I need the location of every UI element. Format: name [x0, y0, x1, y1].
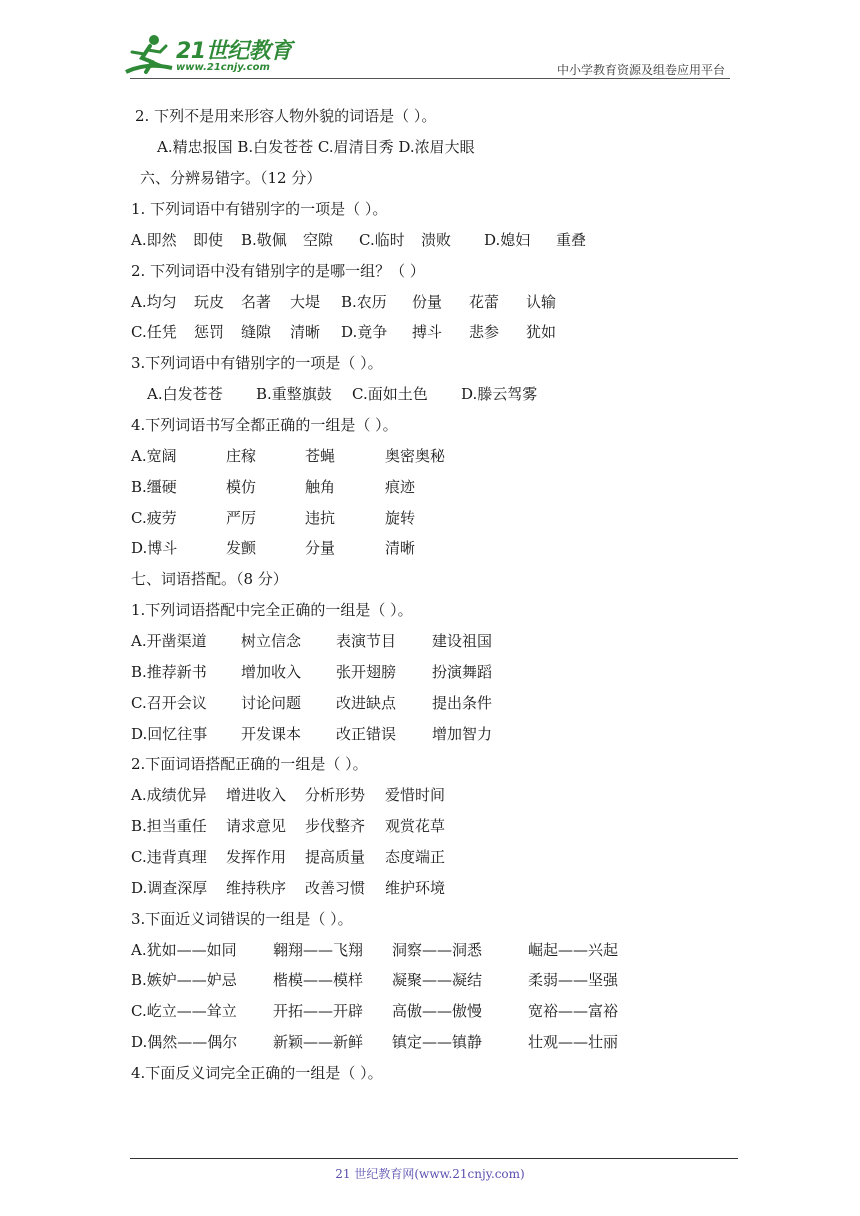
option-cell: 提高质量 — [305, 848, 366, 866]
option-cell: 崛起——兴起 — [528, 941, 619, 959]
text-line-q6-2: 2. 下列词语中没有错别字的是哪一组？（ ） — [131, 262, 425, 280]
option-cell: 犹如 — [526, 323, 557, 341]
option-cell: 玩皮 — [194, 293, 225, 311]
option-cell: 奥密奥秘 — [385, 447, 446, 465]
option-cell: 增加智力 — [432, 725, 493, 743]
option-cell: 壮观——壮丽 — [528, 1033, 619, 1051]
option-cell: A.成绩优异 — [131, 786, 207, 804]
logo-title: 21世纪教育 — [176, 39, 292, 64]
option-cell: 庄稼 — [226, 447, 257, 465]
option-cell: 溃败 — [421, 231, 452, 249]
option-cell: 提出条件 — [432, 694, 493, 712]
option-cell: 痕迹 — [385, 478, 416, 496]
option-cell: 缝隙 — [241, 323, 272, 341]
option-cell: B.缰硬 — [131, 478, 177, 496]
option-cell: D.博斗 — [131, 539, 178, 557]
option-cell: 违抗 — [305, 509, 336, 527]
option-cell: A.均匀 — [131, 293, 177, 311]
option-cell: 维持秩序 — [226, 879, 287, 897]
option-cell: C.违背真理 — [131, 848, 207, 866]
option-cell: 楷模——模样 — [273, 971, 364, 989]
option-cell: 柔弱——坚强 — [528, 971, 619, 989]
option-cell: 张开翅膀 — [336, 663, 397, 681]
option-cell: A.开凿渠道 — [131, 632, 207, 650]
option-cell: 严厉 — [226, 509, 257, 527]
option-cell: B.嫉妒——妒忌 — [131, 971, 237, 989]
option-cell: 名著 — [241, 293, 272, 311]
option-cell: 空隙 — [303, 231, 334, 249]
text-line-q6-3: 3.下列词语中有错别字的一项是（ ）。 — [131, 354, 383, 372]
text-line-q6-4: 4.下列词语书写全都正确的一组是（ ）。 — [131, 416, 398, 434]
option-cell: C.疲劳 — [131, 509, 177, 527]
option-cell: 树立信念 — [241, 632, 302, 650]
text-line-q7-1: 1.下列词语搭配中完全正确的一组是（ ）。 — [131, 601, 413, 619]
option-cell: D.偶然——偶尔 — [131, 1033, 238, 1051]
option-cell: 讨论问题 — [241, 694, 302, 712]
option-cell: 清晰 — [290, 323, 321, 341]
text-line-s6: 六、分辨易错字。（12 分） — [140, 169, 322, 187]
option-cell: B.重整旗鼓 — [256, 385, 332, 403]
option-cell: 观赏花草 — [385, 817, 446, 835]
option-cell: 发挥作用 — [226, 848, 287, 866]
footer-text: 21 世纪教育网(www.21cnjy.com) — [335, 1167, 525, 1181]
option-cell: 发颤 — [226, 539, 257, 557]
text-line-q5-2-opts: A.精忠报国 B.白发苍苍 C.眉清目秀 D.浓眉大眼 — [157, 138, 475, 156]
option-cell: C.召开会议 — [131, 694, 207, 712]
option-cell: 开发课本 — [241, 725, 302, 743]
option-cell: 请求意见 — [226, 817, 287, 835]
option-cell: 态度端正 — [385, 848, 446, 866]
option-cell: 增加收入 — [241, 663, 302, 681]
option-cell: 改进缺点 — [336, 694, 397, 712]
option-cell: 花蕾 — [469, 293, 500, 311]
option-cell: 凝聚——凝结 — [392, 971, 483, 989]
option-cell: D.调查深厚 — [131, 879, 208, 897]
logo-url: www.21cnjy.com — [176, 62, 270, 73]
platform-name: 中小学教育资源及组卷应用平台 — [556, 63, 725, 77]
text-line-q6-1: 1. 下列词语中有错别字的一项是（ ）。 — [131, 200, 388, 218]
option-cell: 搏斗 — [412, 323, 443, 341]
text-line-q7-4: 4.下面反义词完全正确的一组是（ ）。 — [131, 1064, 383, 1082]
option-cell: 改正错误 — [336, 725, 397, 743]
option-cell: C.屹立——耸立 — [131, 1002, 237, 1020]
option-cell: 认输 — [526, 293, 557, 311]
runner-logo-icon — [124, 32, 174, 78]
option-cell: 大堤 — [290, 293, 321, 311]
option-cell: D.滕云驾雾 — [461, 385, 538, 403]
option-cell: A.即然 — [131, 231, 177, 249]
option-cell: 触角 — [305, 478, 336, 496]
option-cell: 表演节目 — [336, 632, 397, 650]
page-header — [0, 0, 860, 82]
option-cell: A.宽阔 — [131, 447, 177, 465]
text-line-q7-3: 3.下面近义词错误的一组是（ ）。 — [131, 910, 353, 928]
option-cell: C.面如土色 — [352, 385, 428, 403]
option-cell: 宽裕——富裕 — [528, 1002, 619, 1020]
option-cell: D.媳妇 — [484, 231, 531, 249]
option-cell: 洞察——洞悉 — [392, 941, 483, 959]
option-cell: 高傲——傲慢 — [392, 1002, 483, 1020]
option-cell: 分量 — [305, 539, 336, 557]
option-cell: B.农历 — [341, 293, 387, 311]
footer-divider — [130, 1158, 738, 1159]
option-cell: D.回忆往事 — [131, 725, 208, 743]
option-cell: 重叠 — [556, 231, 587, 249]
option-cell: 苍蝇 — [305, 447, 336, 465]
option-cell: B.敬佩 — [241, 231, 287, 249]
option-cell: 开拓——开辟 — [273, 1002, 364, 1020]
option-cell: 改善习惯 — [305, 879, 366, 897]
option-cell: 清晰 — [385, 539, 416, 557]
option-cell: C.临时 — [359, 231, 405, 249]
option-cell: 扮演舞蹈 — [432, 663, 493, 681]
option-cell: 镇定——镇静 — [392, 1033, 483, 1051]
text-line-q7-2: 2.下面词语搭配正确的一组是（ ）。 — [131, 755, 368, 773]
option-cell: 模仿 — [226, 478, 257, 496]
option-cell: 建设祖国 — [432, 632, 493, 650]
text-line-s7: 七、词语搭配。（8 分） — [131, 570, 288, 588]
option-cell: 新颖——新鲜 — [273, 1033, 364, 1051]
option-cell: 增进收入 — [226, 786, 287, 804]
option-cell: 分析形势 — [305, 786, 366, 804]
option-cell: 旋转 — [385, 509, 416, 527]
option-cell: 步伐整齐 — [305, 817, 366, 835]
option-cell: A.白发苍苍 — [147, 385, 223, 403]
option-cell: 翱翔——飞翔 — [273, 941, 364, 959]
option-cell: 爱惜时间 — [385, 786, 446, 804]
option-cell: B.担当重任 — [131, 817, 207, 835]
option-cell: C.任凭 — [131, 323, 177, 341]
option-cell: 维护环境 — [385, 879, 446, 897]
option-cell: 份量 — [412, 293, 443, 311]
option-cell: D.竟争 — [341, 323, 388, 341]
brand-logo — [124, 32, 294, 80]
option-cell: 悲参 — [469, 323, 500, 341]
option-cell: 惩罚 — [194, 323, 225, 341]
option-cell: A.犹如——如同 — [131, 941, 237, 959]
option-cell: 即使 — [193, 231, 224, 249]
text-line-q5-2: 2. 下列不是用来形容人物外貌的词语是（ ）。 — [135, 107, 437, 125]
option-cell: B.推荐新书 — [131, 663, 207, 681]
header-divider — [130, 78, 730, 79]
